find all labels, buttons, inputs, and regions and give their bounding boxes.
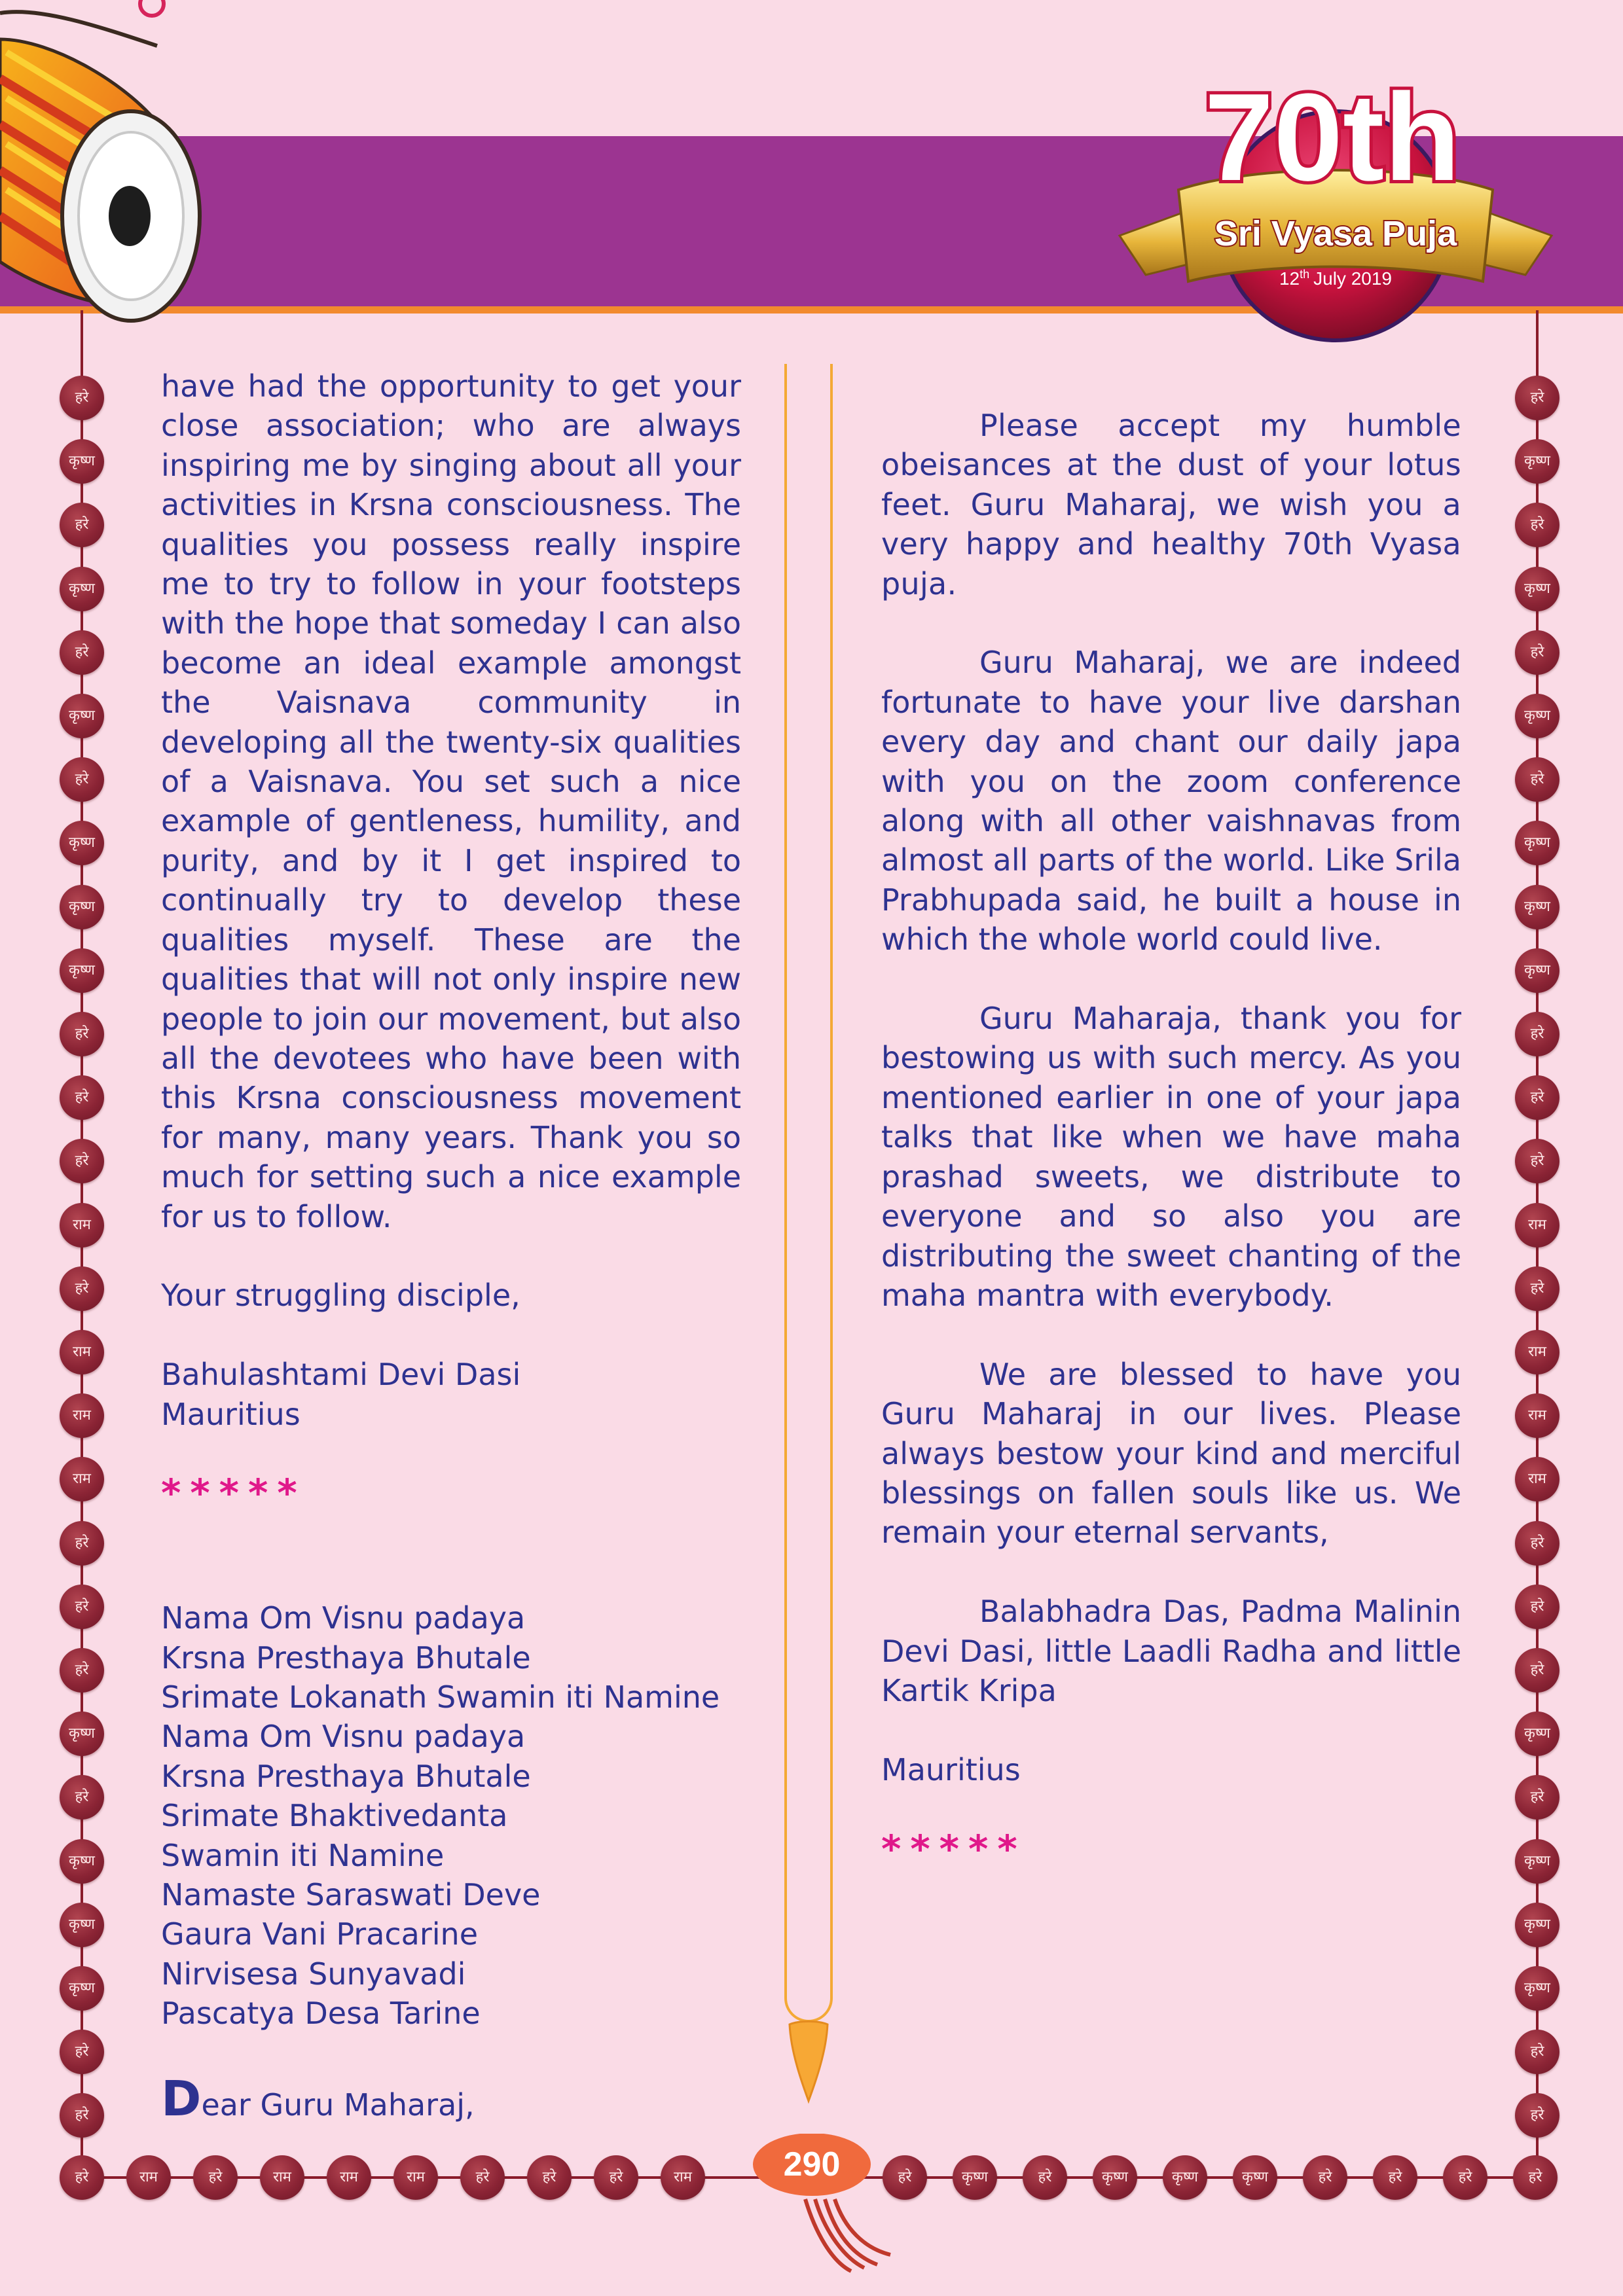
japa-bead: हरे	[60, 1521, 104, 1566]
japa-bead: हरे	[1515, 1012, 1559, 1056]
japa-bead: राम	[60, 1330, 104, 1374]
emblem-date: 12th July 2019	[1279, 268, 1393, 289]
japa-bead: हरे	[1515, 376, 1559, 420]
prayer-line: Pascatya Desa Tarine	[161, 1996, 481, 2032]
emblem-number: 70th	[1204, 68, 1461, 207]
japa-bead: हरे	[60, 2093, 104, 2138]
japa-bead: राम	[1515, 1203, 1559, 1247]
japa-bead: हरे	[60, 1585, 104, 1629]
emblem-title: Sri Vyasa Puja	[1214, 214, 1457, 253]
japa-bead: राम	[1515, 1330, 1559, 1374]
japa-bead: कृष्ण	[60, 1712, 104, 1756]
japa-bead: कृष्ण	[1515, 567, 1559, 611]
japa-bead: हरे	[883, 2155, 927, 2200]
right-paragraph-2: Guru Maharaj, we are indeed fortunate to have your live darshan every day and chant our daily japa with you on the zoom conference along with all other vaishnavas from almost all parts of the world. Like Srila Prabhupada said, he built a house in which the whole world could live.	[881, 645, 1461, 958]
japa-bead: कृष्ण	[1515, 1903, 1559, 1947]
left-separator: *****	[161, 1471, 306, 1516]
pranam-mantra	[161, 1598, 741, 2033]
japa-bead: कृष्ण	[1515, 439, 1559, 484]
japa-bead: हरे	[60, 2155, 104, 2200]
japa-bead: हरे	[1515, 757, 1559, 802]
japa-bead: हरे	[594, 2155, 638, 2200]
japa-bead: कृष्ण	[60, 1903, 104, 1947]
japa-bead: कृष्ण	[1515, 948, 1559, 993]
page-number: 290	[783, 2145, 841, 2183]
right-signature-names: Balabhadra Das, Padma Malinin Devi Dasi, little Laadli Radha and little Kartik Kripa	[881, 1594, 1461, 1708]
japa-bead: हरे	[60, 1775, 104, 1820]
prayer-line: Krsna Presthaya Bhutale	[161, 1758, 531, 1794]
japa-bead: कृष्ण	[1233, 2155, 1277, 2200]
salutation-initial: D	[161, 2070, 202, 2127]
japa-bead: कृष्ण	[1515, 694, 1559, 738]
right-separator: *****	[881, 1826, 1027, 1871]
japa-bead: हरे	[60, 757, 104, 802]
japa-bead: हरे	[1515, 1139, 1559, 1183]
mridanga-drum-icon	[0, 0, 249, 327]
prayer-line: Nama Om Visnu padaya	[161, 1600, 526, 1636]
japa-bead: कृष्ण	[953, 2155, 997, 2200]
prayer-line: Gaura Vani Pracarine	[161, 1916, 479, 1952]
japa-bead: राम	[327, 2155, 371, 2200]
japa-bead: कृष्ण	[1163, 2155, 1207, 2200]
japa-bead: हरे	[1443, 2155, 1487, 2200]
japa-bead: हरे	[60, 1648, 104, 1693]
japa-bead: कृष्ण	[1515, 1966, 1559, 2011]
japa-bead: हरे	[1515, 1266, 1559, 1311]
japa-bead: राम	[260, 2155, 304, 2200]
prayer-line: Namaste Saraswati Deve	[161, 1876, 541, 1912]
prayer-line: Srimate Bhaktivedanta	[161, 1798, 508, 1834]
japa-bead: हरे	[1373, 2155, 1417, 2200]
japa-bead: कृष्ण	[60, 694, 104, 738]
japa-bead: कृष्ण	[60, 1839, 104, 1884]
japa-bead: हरे	[193, 2155, 238, 2200]
japa-bead: हरे	[527, 2155, 572, 2200]
japa-bead: राम	[60, 1203, 104, 1247]
japa-bead: हरे	[60, 1075, 104, 1120]
japa-bead: हरे	[1515, 1648, 1559, 1693]
left-closing: Your struggling disciple,	[161, 1278, 520, 1314]
japa-bead: कृष्ण	[1515, 1712, 1559, 1756]
japa-bead: हरे	[1515, 1521, 1559, 1566]
left-paragraph-1: have had the opportunity to get your close association; who are always inspiring me by singing about all your activities in Krsna consciousness. The qualities you possess really inspire me to try to follow in your footsteps with the hope that someday I can also become an ideal example amongst the Vaisnava community in developing all the twenty-six qualities of a Vaisnava. You set such a nice example of gentleness, humility, and purity, and by it I get inspired to continually try to develop these qualities myself. These are the qualities that will not only inspire new people to join our movement, but also all the devotees who have been with this Krsna consciousness movement for many, many years. Thank you so much for setting such a nice example for us to follow.	[161, 368, 741, 1234]
japa-bead: हरे	[1515, 2030, 1559, 2074]
japa-bead: हरे	[60, 503, 104, 547]
right-paragraph-1: Please accept my humble obeisances at the dust of your lotus feet. Guru Maharaj, we wish you a very happy and healthy 70th Vyasa puja.	[881, 408, 1461, 601]
japa-bead: राम	[393, 2155, 438, 2200]
left-signature-name: Bahulashtami Devi Dasi	[161, 1357, 521, 1393]
japa-bead: हरे	[60, 1012, 104, 1056]
japa-bead: हरे	[1515, 1075, 1559, 1120]
prayer-line: Nirvisesa Sunyavadi	[161, 1956, 466, 1992]
japa-bead: राम	[1515, 1393, 1559, 1438]
japa-bead: कृष्ण	[1515, 1839, 1559, 1884]
japa-bead: हरे	[1515, 2093, 1559, 2138]
japa-bead: कृष्ण	[1515, 885, 1559, 929]
japa-bead: हरे	[1515, 630, 1559, 675]
japa-bead: हरे	[1513, 2155, 1558, 2200]
right-paragraph-4: We are blessed to have you Guru Maharaj in our lives. Please always bestow your kind and merciful blessings on fallen souls like us. We remain your eternal servants,	[881, 1356, 1461, 1551]
japa-bead: राम	[1515, 1457, 1559, 1501]
japa-bead: हरे	[1515, 503, 1559, 547]
japa-bead: कृष्ण	[60, 821, 104, 865]
prayer-line: Srimate Lokanath Swamin iti Namine	[161, 1679, 720, 1715]
japa-bead: कृष्ण	[60, 567, 104, 611]
japa-bead: हरे	[60, 1266, 104, 1311]
salutation-text: ear Guru Maharaj,	[201, 2087, 475, 2123]
right-paragraph-3: Guru Maharaja, thank you for bestowing us with such mercy. As you mentioned earlier in one of your japa talks that like when we have maha prashad sweets, we distribute to everyone and so also you are distributing the sweet chanting of the maha mantra with everybody.	[881, 1001, 1461, 1313]
japa-bead: हरे	[1303, 2155, 1347, 2200]
prayer-line: Nama Om Visnu padaya	[161, 1719, 526, 1755]
japa-bead: कृष्ण	[60, 885, 104, 929]
right-column	[881, 406, 1461, 1869]
prayer-line: Swamin iti Namine	[161, 1837, 445, 1873]
japa-bead: राम	[60, 1393, 104, 1438]
right-signature-place: Mauritius	[881, 1751, 1021, 1787]
column-divider	[784, 364, 833, 2022]
prayer-line: Krsna Presthaya Bhutale	[161, 1640, 531, 1676]
japa-bead: राम	[661, 2155, 705, 2200]
japa-bead: राम	[60, 1457, 104, 1501]
left-column	[161, 367, 741, 2125]
japa-bead: हरे	[460, 2155, 505, 2200]
japa-bead: हरे	[1023, 2155, 1067, 2200]
anniversary-emblem	[1106, 65, 1565, 356]
japa-bead: कृष्ण	[60, 948, 104, 993]
japa-bead: राम	[126, 2155, 171, 2200]
tilak-drop-icon	[786, 2019, 831, 2104]
salutation	[161, 2070, 741, 2127]
japa-bead: कृष्ण	[1093, 2155, 1137, 2200]
japa-bead: हरे	[1515, 1775, 1559, 1820]
japa-bead: कृष्ण	[1515, 821, 1559, 865]
japa-bead: हरे	[60, 1139, 104, 1183]
japa-bead: हरे	[1515, 1585, 1559, 1629]
japa-bead: हरे	[60, 630, 104, 675]
japa-bead: हरे	[60, 376, 104, 420]
left-signature-place: Mauritius	[161, 1396, 301, 1432]
japa-bead: कृष्ण	[60, 439, 104, 484]
japa-bead: कृष्ण	[60, 1966, 104, 2011]
japa-bead: हरे	[60, 2030, 104, 2074]
